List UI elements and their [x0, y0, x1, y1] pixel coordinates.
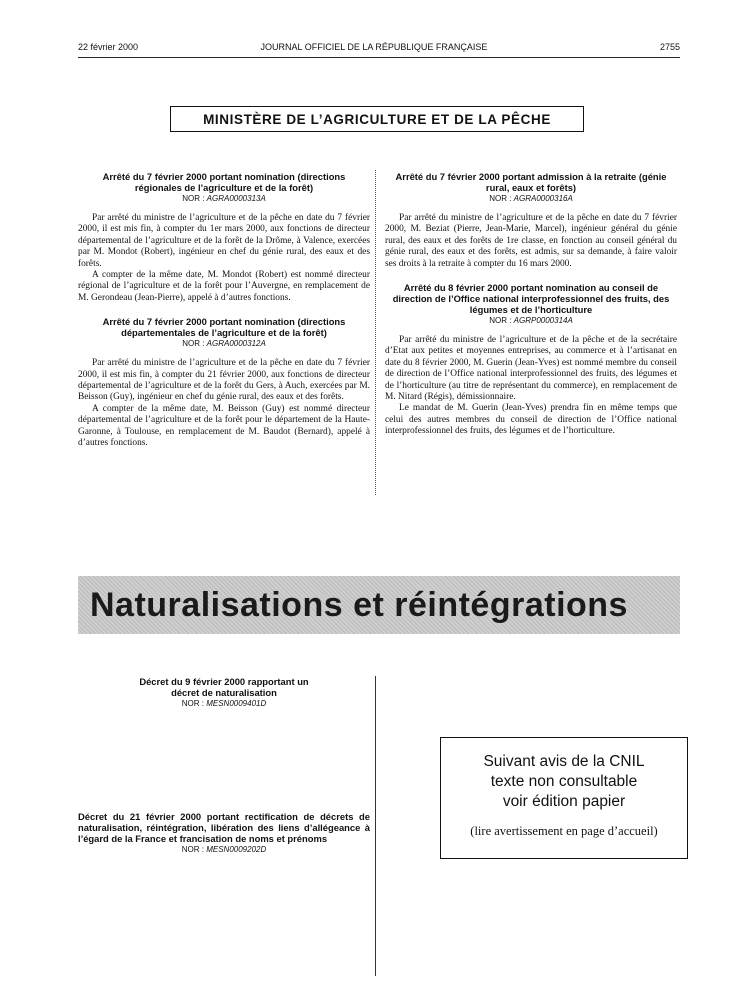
nor-label: NOR :	[182, 339, 205, 349]
section-banner	[78, 576, 680, 634]
article-retirement	[385, 171, 677, 270]
article-paragraph: A compter de la même date, M. Mondot (Robert) est nommé directeur régional de l’agriculture et de la forêt pour l’Auvergne, en remplacement de M. Gerondeau (Jean-Pierre), appelé à d’autres fonctions.	[78, 270, 370, 303]
column-divider	[375, 170, 376, 495]
article-paragraph: Par arrêté du ministre de l’agriculture et de la pêche et de la secrétaire d’Etat aux petites et moyennes entreprises, au commerce et à l’artisanat en date du 8 février 2000, M. Guerin (Jean-Yves) est nommé membre du conseil de direction de l’Office national interprofessionnel des fruits, des légumes et de l’horticulture (au titre de représentant du commerce), en remplacement de M. Nitard (Régis), démissionnaire.	[385, 335, 677, 403]
article-paragraph: Par arrêté du ministre de l’agriculture et de la pêche en date du 7 février 2000, il est mis fin, à compter du 21 février 2000, aux fonctions de directeur départemental de l’agriculture et de la forêt du Gers, à Auch, exercées par M. Beisson (Guy), ingénieur en chef du génie rural, des eaux et des forêts.	[78, 358, 370, 403]
right-column	[385, 171, 677, 438]
page-number: 2755	[659, 42, 680, 52]
nor-code: AGRA0000313A	[206, 194, 266, 203]
article-paragraph: A compter de la même date, M. Beisson (Guy) est nommé directeur départemental de l’agriculture et de la forêt pour le département de la Haute-Garonne, à Toulouse, en remplacement de M. Baudot (Bernard), appelé à d’autres fonctions.	[78, 403, 370, 449]
header-date: 22 février 2000	[78, 42, 139, 52]
nor-label: NOR :	[489, 316, 512, 326]
nor-code: AGRP0000314A	[513, 316, 573, 326]
cnil-line: Suivant avis de la CNIL	[483, 753, 645, 770]
article-title: Arrêté du 8 février 2000 portant nomination au conseil de direction de l’Office national interprofessionnel des fruits, des légumes et de l’horticulture	[392, 282, 670, 316]
nor-label: NOR :	[181, 699, 204, 708]
cnil-line: voir édition papier	[502, 793, 626, 810]
section-banner-title: Naturalisations et réintégrations	[90, 585, 628, 624]
article-title: Arrêté du 7 février 2000 portant nomination (directions régionales de l’agriculture et de la forêt)	[102, 171, 346, 193]
nor-label: NOR :	[489, 194, 512, 203]
article-title: Arrêté du 7 février 2000 portant nomination (directions départementales de l’agriculture et de la forêt)	[102, 316, 346, 339]
nor-reference	[385, 194, 677, 203]
article-paragraph: Le mandat de M. Guerin (Jean-Yves) prendra fin en même temps que celui des autres membres du conseil de direction de l’Office national interprofessionnel des fruits, des légumes et de l’horticulture.	[385, 403, 677, 437]
decree-naturalisation	[78, 676, 370, 718]
article-regional-directions	[78, 171, 370, 304]
ministry-heading	[170, 106, 584, 132]
nor-code: MESN0009202D	[206, 845, 267, 854]
article-title: Arrêté du 7 février 2000 portant admission à la retraite (génie rural, eaux et forêts)	[395, 171, 667, 193]
nor-reference	[78, 699, 370, 708]
header-rule	[78, 57, 680, 58]
cnil-line: texte non consultable	[490, 773, 638, 790]
journal-title: JOURNAL OFFICIEL DE LA RÉPUBLIQUE FRANÇAISE	[260, 42, 488, 52]
nor-code: AGRA0000312A	[206, 339, 266, 349]
cnil-notice	[440, 737, 688, 859]
nor-reference	[78, 845, 370, 854]
article-departmental-directions	[78, 316, 370, 449]
nor-reference	[78, 339, 370, 348]
nor-label: NOR :	[181, 845, 204, 854]
left-column	[78, 171, 370, 450]
decree-rectification	[78, 811, 370, 864]
nor-reference	[78, 194, 370, 203]
nor-label: NOR :	[182, 194, 205, 203]
article-paragraph: Par arrêté du ministre de l’agriculture et de la pêche en date du 7 février 2000, M. Beziat (Pierre, Jean-Marie, Marcel), ingénieur général du génie rural, des eaux et des forêts de 1re classe, en fonction au conseil général du génie rural, des eaux et des forêts, est admis, sur sa demande, à faire valoir ses droits à la retraite à compter du 16 mars 2000.	[385, 213, 677, 269]
column-divider	[375, 676, 376, 976]
decree-title: Décret du 9 février 2000 rapportant un décret de naturalisation	[139, 676, 309, 698]
cnil-note: (lire avertissement en page d’accueil)	[470, 824, 658, 838]
nor-code: AGRA0000316A	[513, 194, 573, 203]
decree-title: Décret du 21 février 2000 portant rectification de décrets de naturalisation, réintégration, libération des liens d’allégeance à l’égard de la France et francisation de noms et prénoms	[78, 811, 370, 844]
article-paragraph: Par arrêté du ministre de l’agriculture et de la pêche en date du 7 février 2000, il est mis fin, à compter du 1er mars 2000, aux fonctions de directeur départemental de l’agriculture et de la forêt de la Drôme, à Valence, exercées par M. Mondot (Robert), ingénieur en chef du génie rural, des eaux et des forêts.	[78, 213, 370, 269]
article-office-council	[385, 282, 677, 438]
nor-reference	[385, 316, 677, 325]
nor-code: MESN0009401D	[206, 699, 267, 708]
ministry-heading-text: MINISTÈRE DE L’AGRICULTURE ET DE LA PÊCHE	[203, 111, 551, 127]
